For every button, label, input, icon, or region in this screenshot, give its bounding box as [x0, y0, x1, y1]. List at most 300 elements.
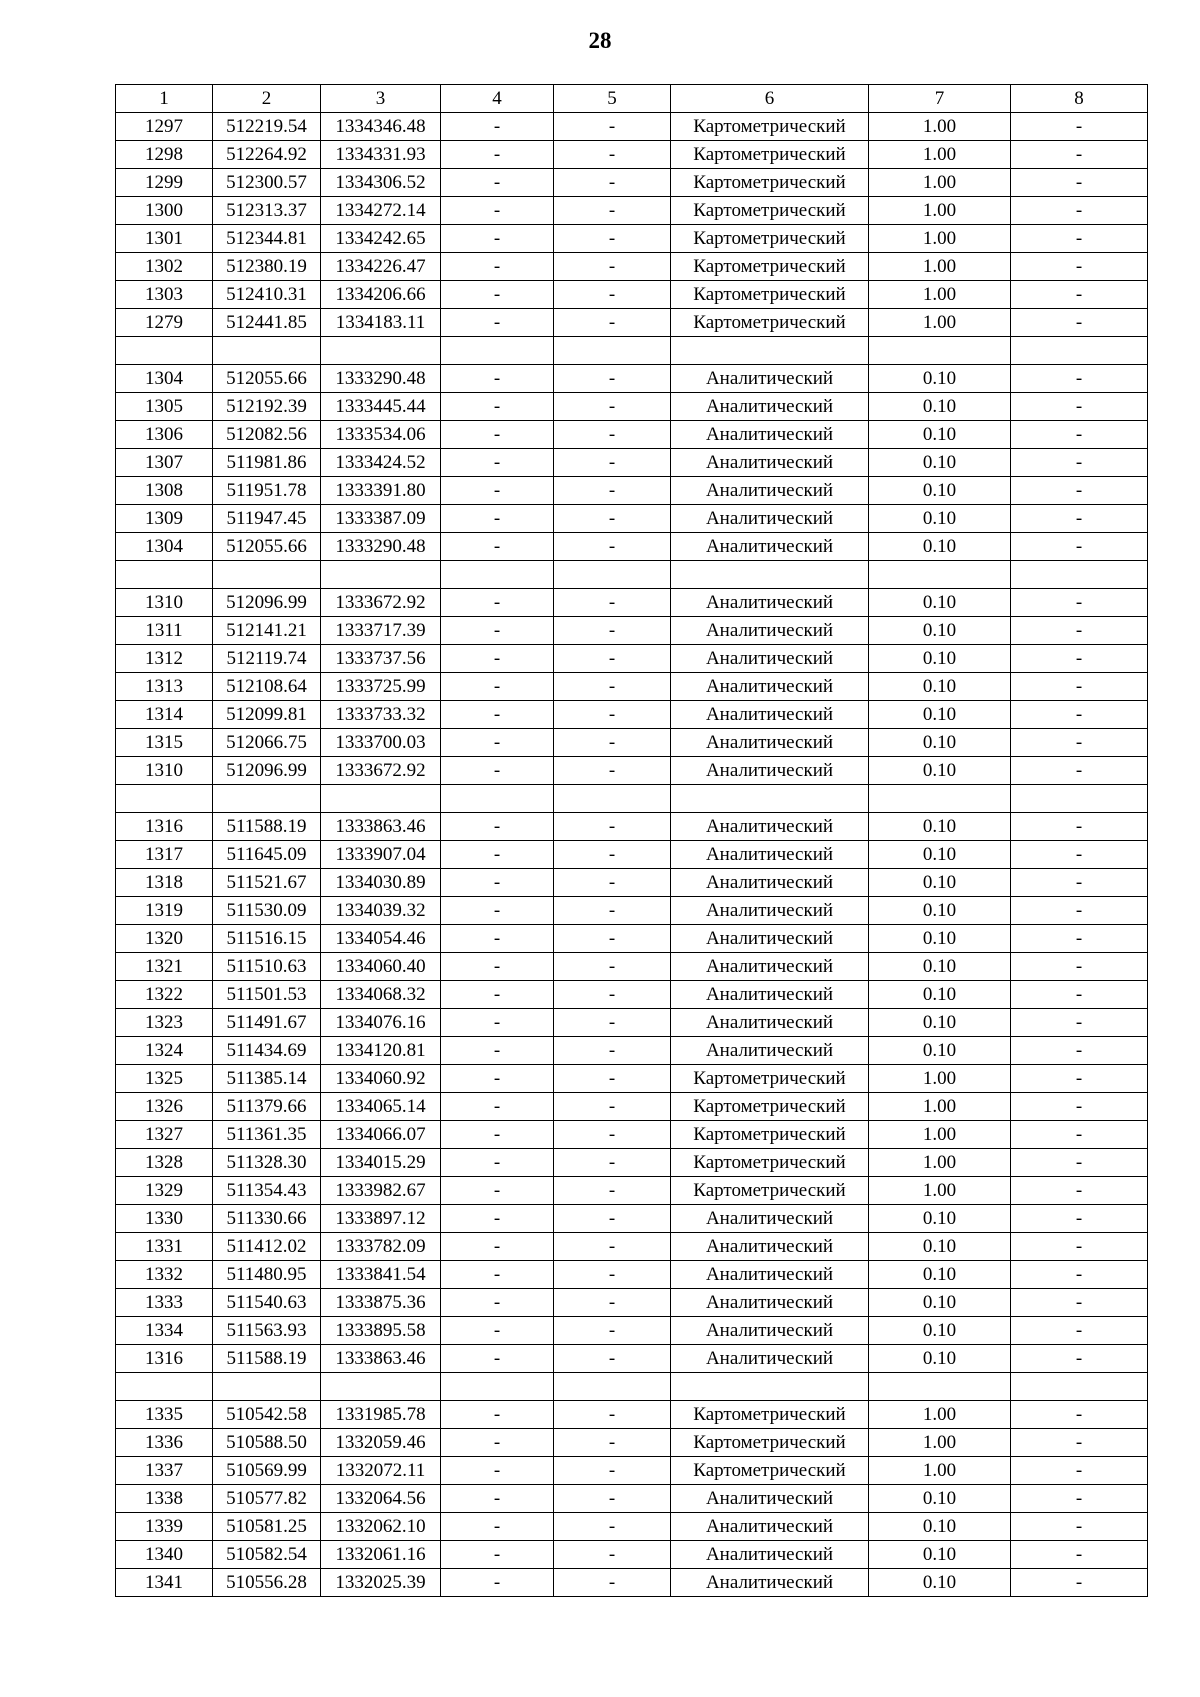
table-row — [116, 645, 1148, 673]
cell-coord-x: 510577.82 — [213, 1485, 321, 1513]
cell-point-number: 1328 — [116, 1149, 213, 1177]
cell-accuracy: 0.10 — [869, 757, 1011, 785]
cell-accuracy: 0.10 — [869, 1289, 1011, 1317]
cell-col-8: - — [1011, 1205, 1148, 1233]
cell-col-5: - — [554, 813, 671, 841]
cell-col-8: - — [1011, 617, 1148, 645]
cell-col-5: - — [554, 113, 671, 141]
cell-method: Аналитический — [671, 533, 869, 561]
cell-coord-y: 1333445.44 — [321, 393, 441, 421]
cell-col-5: - — [554, 1485, 671, 1513]
cell-col-4: - — [441, 505, 554, 533]
cell-coord-x: 512300.57 — [213, 169, 321, 197]
cell-coord-y — [321, 1373, 441, 1401]
cell-coord-x: 511434.69 — [213, 1037, 321, 1065]
cell-method: Аналитический — [671, 421, 869, 449]
cell-col-4: - — [441, 449, 554, 477]
cell-point-number — [116, 785, 213, 813]
cell-coord-y: 1332059.46 — [321, 1429, 441, 1457]
cell-coord-x: 511588.19 — [213, 813, 321, 841]
cell-col-5: - — [554, 169, 671, 197]
cell-accuracy: 1.00 — [869, 225, 1011, 253]
cell-col-5: - — [554, 953, 671, 981]
table-row — [116, 225, 1148, 253]
cell-col-5: - — [554, 309, 671, 337]
cell-col-4: - — [441, 589, 554, 617]
cell-method: Аналитический — [671, 869, 869, 897]
cell-col-8: - — [1011, 533, 1148, 561]
cell-coord-y: 1334066.07 — [321, 1121, 441, 1149]
table-row — [116, 1205, 1148, 1233]
cell-point-number: 1318 — [116, 869, 213, 897]
cell-method: Аналитический — [671, 757, 869, 785]
cell-point-number: 1308 — [116, 477, 213, 505]
cell-method: Аналитический — [671, 449, 869, 477]
cell-accuracy: 1.00 — [869, 1177, 1011, 1205]
cell-coord-x: 512096.99 — [213, 589, 321, 617]
cell-col-4: - — [441, 813, 554, 841]
cell-col-5: - — [554, 225, 671, 253]
table-row — [116, 113, 1148, 141]
cell-accuracy: 0.10 — [869, 925, 1011, 953]
cell-col-5: - — [554, 1317, 671, 1345]
cell-method: Аналитический — [671, 393, 869, 421]
cell-col-4: - — [441, 645, 554, 673]
cell-accuracy: 0.10 — [869, 365, 1011, 393]
cell-col-8: - — [1011, 813, 1148, 841]
column-header-1: 1 — [116, 85, 213, 113]
cell-col-4: - — [441, 365, 554, 393]
cell-col-4: - — [441, 421, 554, 449]
cell-method: Аналитический — [671, 1009, 869, 1037]
cell-accuracy: 1.00 — [869, 1429, 1011, 1457]
cell-col-4: - — [441, 897, 554, 925]
cell-col-8: - — [1011, 141, 1148, 169]
cell-accuracy: 0.10 — [869, 393, 1011, 421]
separator-row — [116, 337, 1148, 365]
cell-coord-x — [213, 561, 321, 589]
cell-method: Аналитический — [671, 365, 869, 393]
table-row — [116, 1513, 1148, 1541]
cell-col-4 — [441, 337, 554, 365]
cell-coord-x: 510582.54 — [213, 1541, 321, 1569]
cell-method: Картометрический — [671, 1149, 869, 1177]
table-row — [116, 1261, 1148, 1289]
table-row — [116, 813, 1148, 841]
table-row — [116, 869, 1148, 897]
cell-coord-y: 1334346.48 — [321, 113, 441, 141]
cell-accuracy: 0.10 — [869, 505, 1011, 533]
cell-col-8: - — [1011, 757, 1148, 785]
cell-col-5: - — [554, 729, 671, 757]
cell-coord-x: 512055.66 — [213, 533, 321, 561]
cell-col-4: - — [441, 1009, 554, 1037]
cell-method: Аналитический — [671, 1289, 869, 1317]
cell-accuracy: 0.10 — [869, 981, 1011, 1009]
cell-col-8: - — [1011, 1345, 1148, 1373]
cell-point-number: 1311 — [116, 617, 213, 645]
cell-point-number: 1336 — [116, 1429, 213, 1457]
cell-coord-x — [213, 337, 321, 365]
cell-accuracy: 1.00 — [869, 197, 1011, 225]
cell-col-5: - — [554, 365, 671, 393]
cell-accuracy: 0.10 — [869, 533, 1011, 561]
cell-col-4: - — [441, 477, 554, 505]
cell-col-8: - — [1011, 505, 1148, 533]
cell-accuracy: 0.10 — [869, 589, 1011, 617]
cell-coord-y — [321, 337, 441, 365]
cell-point-number — [116, 561, 213, 589]
cell-col-5: - — [554, 589, 671, 617]
cell-col-4: - — [441, 197, 554, 225]
cell-point-number: 1327 — [116, 1121, 213, 1149]
cell-coord-x: 511540.63 — [213, 1289, 321, 1317]
cell-col-8: - — [1011, 729, 1148, 757]
table-row — [116, 841, 1148, 869]
cell-col-4: - — [441, 1093, 554, 1121]
cell-coord-y: 1333895.58 — [321, 1317, 441, 1345]
cell-col-4: - — [441, 1569, 554, 1597]
cell-coord-y: 1334120.81 — [321, 1037, 441, 1065]
cell-col-8: - — [1011, 449, 1148, 477]
table-row — [116, 1177, 1148, 1205]
cell-col-5: - — [554, 1009, 671, 1037]
cell-coord-y: 1334242.65 — [321, 225, 441, 253]
table-row — [116, 1065, 1148, 1093]
cell-coord-y: 1333391.80 — [321, 477, 441, 505]
column-header-2: 2 — [213, 85, 321, 113]
cell-col-4: - — [441, 617, 554, 645]
cell-method: Аналитический — [671, 897, 869, 925]
cell-point-number: 1297 — [116, 113, 213, 141]
cell-method: Аналитический — [671, 1541, 869, 1569]
cell-col-4: - — [441, 1121, 554, 1149]
cell-point-number: 1309 — [116, 505, 213, 533]
cell-col-4: - — [441, 1457, 554, 1485]
cell-method: Картометрический — [671, 225, 869, 253]
cell-coord-y: 1332072.11 — [321, 1457, 441, 1485]
cell-point-number: 1325 — [116, 1065, 213, 1093]
cell-coord-x: 511491.67 — [213, 1009, 321, 1037]
column-header-3: 3 — [321, 85, 441, 113]
cell-point-number: 1312 — [116, 645, 213, 673]
cell-col-8 — [1011, 337, 1148, 365]
cell-accuracy: 1.00 — [869, 309, 1011, 337]
cell-coord-y: 1333717.39 — [321, 617, 441, 645]
cell-col-5: - — [554, 1205, 671, 1233]
cell-coord-x: 512141.21 — [213, 617, 321, 645]
cell-point-number: 1331 — [116, 1233, 213, 1261]
cell-col-4: - — [441, 309, 554, 337]
cell-col-5: - — [554, 393, 671, 421]
cell-accuracy: 0.10 — [869, 953, 1011, 981]
cell-col-5: - — [554, 1345, 671, 1373]
cell-method — [671, 785, 869, 813]
cell-coord-y: 1332062.10 — [321, 1513, 441, 1541]
table-row — [116, 1317, 1148, 1345]
cell-coord-y: 1334306.52 — [321, 169, 441, 197]
cell-col-4: - — [441, 1289, 554, 1317]
cell-col-5: - — [554, 1289, 671, 1317]
cell-col-8: - — [1011, 225, 1148, 253]
table-row — [116, 197, 1148, 225]
cell-accuracy: 0.10 — [869, 701, 1011, 729]
cell-method: Картометрический — [671, 1093, 869, 1121]
cell-method: Картометрический — [671, 309, 869, 337]
cell-col-4: - — [441, 1317, 554, 1345]
cell-col-8: - — [1011, 197, 1148, 225]
cell-coord-x: 510569.99 — [213, 1457, 321, 1485]
cell-method: Картометрический — [671, 281, 869, 309]
cell-method: Картометрический — [671, 113, 869, 141]
cell-point-number: 1303 — [116, 281, 213, 309]
cell-col-8: - — [1011, 1401, 1148, 1429]
cell-point-number: 1321 — [116, 953, 213, 981]
cell-point-number — [116, 337, 213, 365]
cell-method: Аналитический — [671, 617, 869, 645]
cell-col-8 — [1011, 785, 1148, 813]
cell-coord-y: 1334060.40 — [321, 953, 441, 981]
cell-point-number: 1337 — [116, 1457, 213, 1485]
table-row — [116, 1429, 1148, 1457]
cell-col-5: - — [554, 841, 671, 869]
cell-coord-x: 511947.45 — [213, 505, 321, 533]
cell-col-5: - — [554, 645, 671, 673]
cell-coord-x: 511521.67 — [213, 869, 321, 897]
cell-method: Аналитический — [671, 1345, 869, 1373]
cell-point-number: 1330 — [116, 1205, 213, 1233]
cell-coord-x: 510588.50 — [213, 1429, 321, 1457]
cell-col-8: - — [1011, 1429, 1148, 1457]
cell-coord-x: 511563.93 — [213, 1317, 321, 1345]
cell-coord-y: 1333782.09 — [321, 1233, 441, 1261]
table-row — [116, 505, 1148, 533]
table-row — [116, 617, 1148, 645]
cell-method: Аналитический — [671, 1261, 869, 1289]
cell-method: Аналитический — [671, 813, 869, 841]
cell-col-5: - — [554, 1513, 671, 1541]
cell-coord-x: 512313.37 — [213, 197, 321, 225]
cell-col-8: - — [1011, 1457, 1148, 1485]
cell-col-4: - — [441, 673, 554, 701]
cell-method: Аналитический — [671, 925, 869, 953]
cell-point-number: 1305 — [116, 393, 213, 421]
table-row — [116, 1009, 1148, 1037]
cell-col-8: - — [1011, 925, 1148, 953]
cell-coord-y: 1333725.99 — [321, 673, 441, 701]
cell-col-5: - — [554, 1261, 671, 1289]
cell-col-4: - — [441, 1429, 554, 1457]
cell-col-5: - — [554, 1121, 671, 1149]
cell-col-5 — [554, 561, 671, 589]
cell-col-4: - — [441, 1037, 554, 1065]
cell-point-number: 1333 — [116, 1289, 213, 1317]
cell-col-5: - — [554, 1401, 671, 1429]
cell-col-4: - — [441, 841, 554, 869]
cell-col-8: - — [1011, 169, 1148, 197]
cell-col-8: - — [1011, 1569, 1148, 1597]
cell-coord-y: 1334060.92 — [321, 1065, 441, 1093]
cell-accuracy: 1.00 — [869, 169, 1011, 197]
column-header-5: 5 — [554, 85, 671, 113]
cell-col-4 — [441, 561, 554, 589]
table-row — [116, 589, 1148, 617]
cell-accuracy: 1.00 — [869, 1457, 1011, 1485]
cell-col-8 — [1011, 561, 1148, 589]
cell-col-5: - — [554, 1093, 671, 1121]
cell-point-number: 1300 — [116, 197, 213, 225]
cell-accuracy: 0.10 — [869, 1569, 1011, 1597]
cell-col-8: - — [1011, 477, 1148, 505]
table-row — [116, 309, 1148, 337]
cell-col-8: - — [1011, 253, 1148, 281]
table-row — [116, 1093, 1148, 1121]
column-header-6: 6 — [671, 85, 869, 113]
cell-col-5: - — [554, 1233, 671, 1261]
cell-col-8: - — [1011, 869, 1148, 897]
cell-coord-y: 1333424.52 — [321, 449, 441, 477]
cell-col-4: - — [441, 1541, 554, 1569]
cell-accuracy: 0.10 — [869, 897, 1011, 925]
cell-col-8: - — [1011, 1289, 1148, 1317]
page-number: 28 — [588, 28, 612, 53]
table-row — [116, 729, 1148, 757]
cell-accuracy: 0.10 — [869, 1205, 1011, 1233]
cell-col-8 — [1011, 1373, 1148, 1401]
cell-method: Картометрический — [671, 169, 869, 197]
cell-coord-x: 511530.09 — [213, 897, 321, 925]
cell-point-number: 1314 — [116, 701, 213, 729]
cell-point-number: 1307 — [116, 449, 213, 477]
table-row — [116, 673, 1148, 701]
cell-col-8: - — [1011, 1513, 1148, 1541]
cell-accuracy: 0.10 — [869, 1541, 1011, 1569]
cell-point-number: 1304 — [116, 533, 213, 561]
cell-col-8: - — [1011, 589, 1148, 617]
cell-col-4: - — [441, 533, 554, 561]
cell-coord-x: 512264.92 — [213, 141, 321, 169]
cell-accuracy: 0.10 — [869, 841, 1011, 869]
cell-col-5: - — [554, 1177, 671, 1205]
cell-coord-y: 1333863.46 — [321, 813, 441, 841]
cell-point-number: 1335 — [116, 1401, 213, 1429]
cell-col-5: - — [554, 421, 671, 449]
cell-point-number: 1324 — [116, 1037, 213, 1065]
cell-col-4: - — [441, 113, 554, 141]
cell-coord-y: 1334272.14 — [321, 197, 441, 225]
cell-coord-x: 512096.99 — [213, 757, 321, 785]
cell-col-4: - — [441, 1149, 554, 1177]
table-row — [116, 1345, 1148, 1373]
cell-col-8: - — [1011, 1037, 1148, 1065]
table-row — [116, 533, 1148, 561]
cell-col-8: - — [1011, 113, 1148, 141]
cell-accuracy: 0.10 — [869, 477, 1011, 505]
cell-coord-x: 512219.54 — [213, 113, 321, 141]
cell-method — [671, 1373, 869, 1401]
cell-coord-x: 511516.15 — [213, 925, 321, 953]
cell-col-8: - — [1011, 645, 1148, 673]
cell-coord-y: 1334054.46 — [321, 925, 441, 953]
cell-col-4: - — [441, 281, 554, 309]
cell-col-4: - — [441, 1177, 554, 1205]
cell-accuracy: 1.00 — [869, 113, 1011, 141]
cell-accuracy: 1.00 — [869, 141, 1011, 169]
cell-method: Картометрический — [671, 1401, 869, 1429]
cell-method: Аналитический — [671, 645, 869, 673]
cell-coord-x: 511501.53 — [213, 981, 321, 1009]
cell-coord-y: 1334039.32 — [321, 897, 441, 925]
cell-col-4: - — [441, 1401, 554, 1429]
cell-point-number: 1334 — [116, 1317, 213, 1345]
cell-coord-x: 510542.58 — [213, 1401, 321, 1429]
cell-point-number: 1316 — [116, 813, 213, 841]
cell-coord-y: 1334331.93 — [321, 141, 441, 169]
table-row — [116, 1485, 1148, 1513]
table-row — [116, 1401, 1148, 1429]
cell-coord-x: 512119.74 — [213, 645, 321, 673]
cell-accuracy: 1.00 — [869, 1093, 1011, 1121]
cell-col-5: - — [554, 757, 671, 785]
cell-coord-y — [321, 561, 441, 589]
cell-coord-y: 1333700.03 — [321, 729, 441, 757]
cell-point-number: 1306 — [116, 421, 213, 449]
cell-accuracy: 0.10 — [869, 1485, 1011, 1513]
cell-accuracy: 1.00 — [869, 1065, 1011, 1093]
cell-col-5: - — [554, 1065, 671, 1093]
cell-col-4: - — [441, 981, 554, 1009]
cell-coord-y — [321, 785, 441, 813]
table-row — [116, 1569, 1148, 1597]
cell-coord-x: 511981.86 — [213, 449, 321, 477]
column-header-7: 7 — [869, 85, 1011, 113]
column-header-8: 8 — [1011, 85, 1148, 113]
cell-col-4: - — [441, 1485, 554, 1513]
cell-method — [671, 337, 869, 365]
cell-method: Аналитический — [671, 729, 869, 757]
cell-method: Аналитический — [671, 981, 869, 1009]
cell-coord-x: 512082.56 — [213, 421, 321, 449]
cell-col-8: - — [1011, 1093, 1148, 1121]
cell-col-4: - — [441, 757, 554, 785]
cell-coord-x: 512066.75 — [213, 729, 321, 757]
cell-col-8: - — [1011, 281, 1148, 309]
cell-point-number: 1319 — [116, 897, 213, 925]
cell-col-5: - — [554, 1457, 671, 1485]
cell-col-4: - — [441, 225, 554, 253]
cell-coord-x: 511480.95 — [213, 1261, 321, 1289]
cell-col-8: - — [1011, 897, 1148, 925]
cell-coord-x: 512099.81 — [213, 701, 321, 729]
cell-accuracy: 0.10 — [869, 673, 1011, 701]
cell-coord-y: 1333863.46 — [321, 1345, 441, 1373]
table-row — [116, 897, 1148, 925]
cell-coord-x: 511510.63 — [213, 953, 321, 981]
cell-coord-x: 511951.78 — [213, 477, 321, 505]
cell-accuracy: 0.10 — [869, 1345, 1011, 1373]
cell-coord-y: 1331985.78 — [321, 1401, 441, 1429]
cell-accuracy: 0.10 — [869, 813, 1011, 841]
table-header-row — [116, 85, 1148, 113]
table-row — [116, 953, 1148, 981]
cell-point-number: 1322 — [116, 981, 213, 1009]
cell-col-4: - — [441, 701, 554, 729]
cell-col-8: - — [1011, 1121, 1148, 1149]
table-row — [116, 1457, 1148, 1485]
cell-method: Аналитический — [671, 1485, 869, 1513]
table-row — [116, 281, 1148, 309]
cell-method: Аналитический — [671, 1569, 869, 1597]
